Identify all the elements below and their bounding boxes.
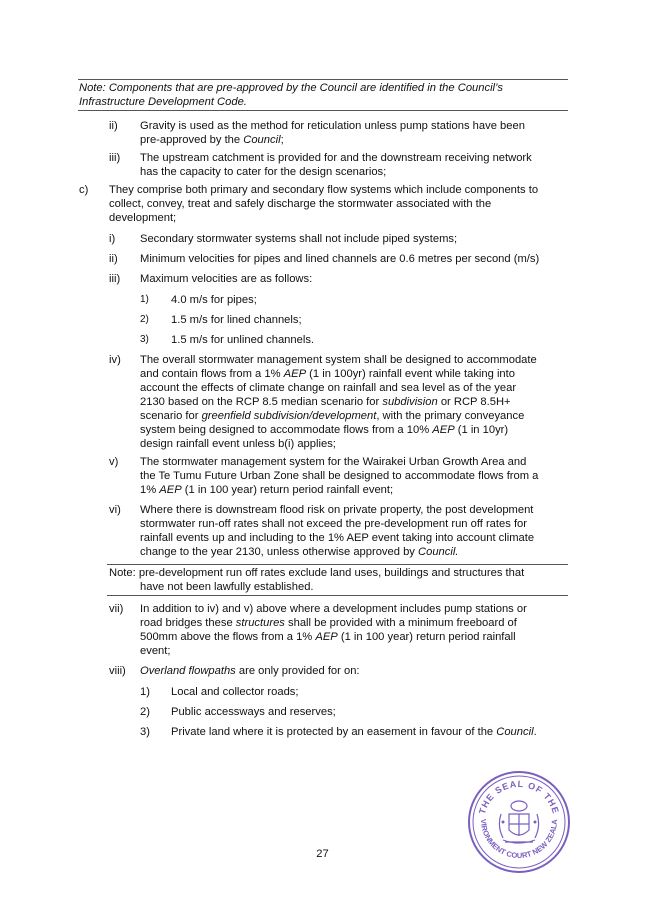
sub-item: 1.5 m/s for lined channels; bbox=[171, 314, 302, 326]
list-item: Secondary stormwater systems shall not include piped systems; bbox=[140, 233, 458, 245]
list-item: Overland flowpaths are only provided for on: bbox=[140, 665, 360, 677]
item-number: iii) bbox=[109, 152, 121, 164]
list-item: Minimum velocities for pipes and lined channels are 0.6 metres per second (m/s) bbox=[140, 253, 540, 265]
item-number: vii) bbox=[109, 603, 124, 615]
sub-item-number: 1) bbox=[140, 294, 149, 305]
seal-bottom-text: VIRONMENT COURT NEW ZEALA bbox=[478, 818, 560, 861]
svg-text:THE SEAL OF THE bbox=[477, 779, 561, 815]
item-number: c) bbox=[79, 184, 89, 196]
top-note-rule-bottom bbox=[78, 110, 568, 111]
list-item: The overall stormwater management system shall be designed to accommodate and contain flows from a 1% AEP (1 in 100yr) rainfall event while taking into account the effects of climate change on rainfall and sea level as of the year 2130 based on the RCP 8.5 median scenario for subdivision or RCP 8.5H+ scenario for greenfield subdivision/development, with the primary conveyance system being designed to accommodate flows from a 10% AEP (1 in 10yr) design rainfall event unless b(i) applies; bbox=[140, 354, 537, 450]
mid-note-rule-top bbox=[107, 564, 568, 565]
item-number: v) bbox=[109, 456, 119, 468]
item-number: iii) bbox=[109, 273, 121, 285]
mid-note-line-1: Note: pre-development run off rates exclude land uses, buildings and structures that bbox=[109, 567, 525, 579]
list-item: They comprise both primary and secondary flow systems which include components to collect, convey, treat and safely discharge the stormwater associated with the development; bbox=[109, 184, 539, 224]
seal-top-text: THE SEAL OF THE bbox=[476, 778, 562, 816]
mid-note-line-2: have not been lawfully established. bbox=[140, 581, 314, 593]
item-number: iv) bbox=[109, 354, 121, 366]
sub-item-number: 3) bbox=[140, 726, 150, 738]
sub-item: Public accessways and reserves; bbox=[171, 706, 336, 718]
item-number: viii) bbox=[109, 665, 126, 677]
list-item: Maximum velocities are as follows: bbox=[140, 273, 313, 285]
item-number: i) bbox=[109, 233, 116, 245]
list-item: Gravity is used as the method for reticulation unless pump stations have been pre-approved by the Council; bbox=[140, 120, 525, 146]
mid-note-rule-bottom bbox=[107, 595, 568, 596]
top-note bbox=[79, 81, 503, 109]
sub-item: 1.5 m/s for unlined channels. bbox=[171, 334, 315, 346]
mid-note bbox=[109, 566, 524, 594]
sub-item-number: 2) bbox=[140, 314, 149, 325]
list-item: Where there is downstream flood risk on private property, the post development stormwater run-off rates shall not exceed the pre-development run off rates for rainfall events up and including to the 1% AEP event taking into account climate change to the year 2130, unless otherwise approved by Council. bbox=[140, 504, 535, 558]
page-number: 27 bbox=[316, 848, 329, 860]
top-note-line-1: Note: Components that are pre-approved by the Council are identified in the Council’s bbox=[79, 82, 503, 94]
item-number: ii) bbox=[109, 120, 118, 132]
top-note-rule-top bbox=[78, 79, 568, 80]
sub-item-number: 2) bbox=[140, 706, 150, 718]
coat-of-arms-icon bbox=[499, 801, 538, 843]
item-number: vi) bbox=[109, 504, 121, 516]
list-item: The upstream catchment is provided for and the downstream receiving network has the capacity to cater for the design scenarios; bbox=[140, 152, 532, 178]
sub-item: 4.0 m/s for pipes; bbox=[171, 294, 257, 306]
list-item: In addition to iv) and v) above where a development includes pump stations or road bridges these structures shall be provided with a minimum freeboard of 500mm above the flows from a 1% AEP (1 in 100 year) return period rainfall event; bbox=[140, 603, 527, 657]
list-item: The stormwater management system for the Wairakei Urban Growth Area and the Te Tumu Future Urban Zone shall be designed to accommodate flows from a 1% AEP (1 in 100 year) return period rainfall event; bbox=[140, 456, 539, 496]
top-note-line-2: Infrastructure Development Code. bbox=[79, 96, 247, 108]
sub-item-number: 3) bbox=[140, 334, 149, 345]
item-number: ii) bbox=[109, 253, 118, 265]
sub-item: Local and collector roads; bbox=[171, 686, 299, 698]
sub-item-number: 1) bbox=[140, 686, 150, 698]
sub-item: Private land where it is protected by an easement in favour of the Council. bbox=[171, 726, 537, 738]
